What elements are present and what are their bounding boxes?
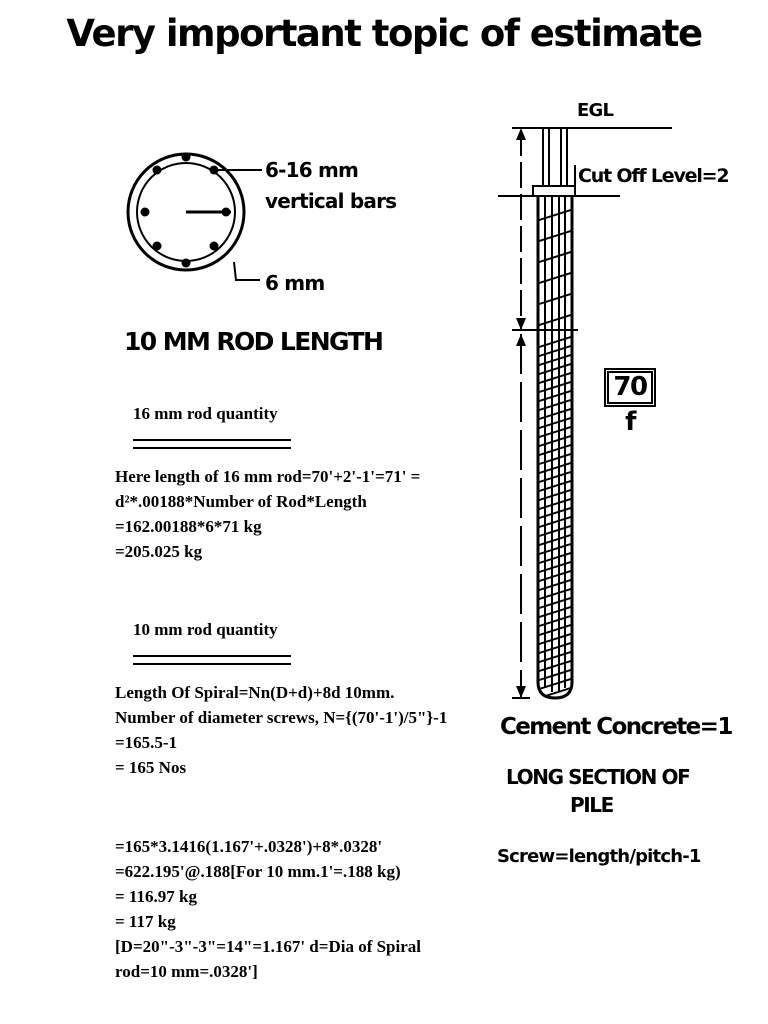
spiral-turn <box>536 293 574 305</box>
cross-section-caption: 10 MM ROD LENGTH <box>124 327 383 356</box>
spiral-turn <box>536 314 574 326</box>
rod10-heading: 10 mm rod quantity <box>133 620 278 639</box>
spiral-turn <box>536 209 574 221</box>
pile-head <box>533 186 575 196</box>
screw-formula: Screw=length/pitch-1 <box>497 846 701 867</box>
page-title: Very important topic of estimate <box>66 12 702 55</box>
rod10-line: Length Of Spiral=Nn(D+d)+8d 10mm. <box>115 683 395 702</box>
cement-concrete-label: Cement Concrete=1 <box>500 714 732 740</box>
rod10-calc-line: =622.195'@.188[For 10 mm.1'=.188 kg) <box>115 862 401 881</box>
rod10-calc-line: = 116.97 kg <box>115 887 197 906</box>
tie-label: 6 mm <box>265 271 325 295</box>
spiral-turn <box>536 251 574 263</box>
rod16-heading: 16 mm rod quantity <box>133 404 278 423</box>
rod16-line: =162.00188*6*71 kg <box>115 517 262 536</box>
rod16-line: Here length of 16 mm rod=70'+2'-1'=71' = <box>115 467 421 486</box>
spiral-reinforcement <box>536 209 574 699</box>
rod16-line: d²*.00188*Number of Rod*Length <box>115 492 367 511</box>
rod10-calc-line: rod=10 mm=.0328'] <box>115 962 258 981</box>
pile-length-label: 70 f <box>604 368 656 407</box>
bars-label-line1: 6-16 mm <box>265 158 359 182</box>
dimension-arrow <box>516 318 526 330</box>
dimension-arrow <box>516 128 526 140</box>
bars-label-line2: vertical bars <box>265 189 397 213</box>
section-title-line1: LONG SECTION OF <box>506 765 690 789</box>
dimension-arrow <box>516 334 526 346</box>
egl-label: EGL <box>577 100 614 121</box>
rod10-calc-line: [D=20"-3"-3"=14"=1.167' d=Dia of Spiral <box>115 937 421 956</box>
rod10-line: =165.5-1 <box>115 733 178 752</box>
cutoff-level-label: Cut Off Level=2 <box>574 165 730 187</box>
dimension-arrow <box>516 686 526 698</box>
rod16-line: =205.025 kg <box>115 542 203 561</box>
rod10-calc-line: = 117 kg <box>115 912 176 931</box>
spiral-turn <box>536 230 574 242</box>
section-title-line2: PILE <box>570 793 613 817</box>
spiral-turn <box>536 272 574 284</box>
rod10-calc-line: =165*3.1416(1.167'+.0328')+8*.0328' <box>115 837 383 856</box>
rod10-line: Number of diameter screws, N={(70'-1')/5"}-1 <box>115 708 448 727</box>
rod10-line: = 165 Nos <box>115 758 187 777</box>
